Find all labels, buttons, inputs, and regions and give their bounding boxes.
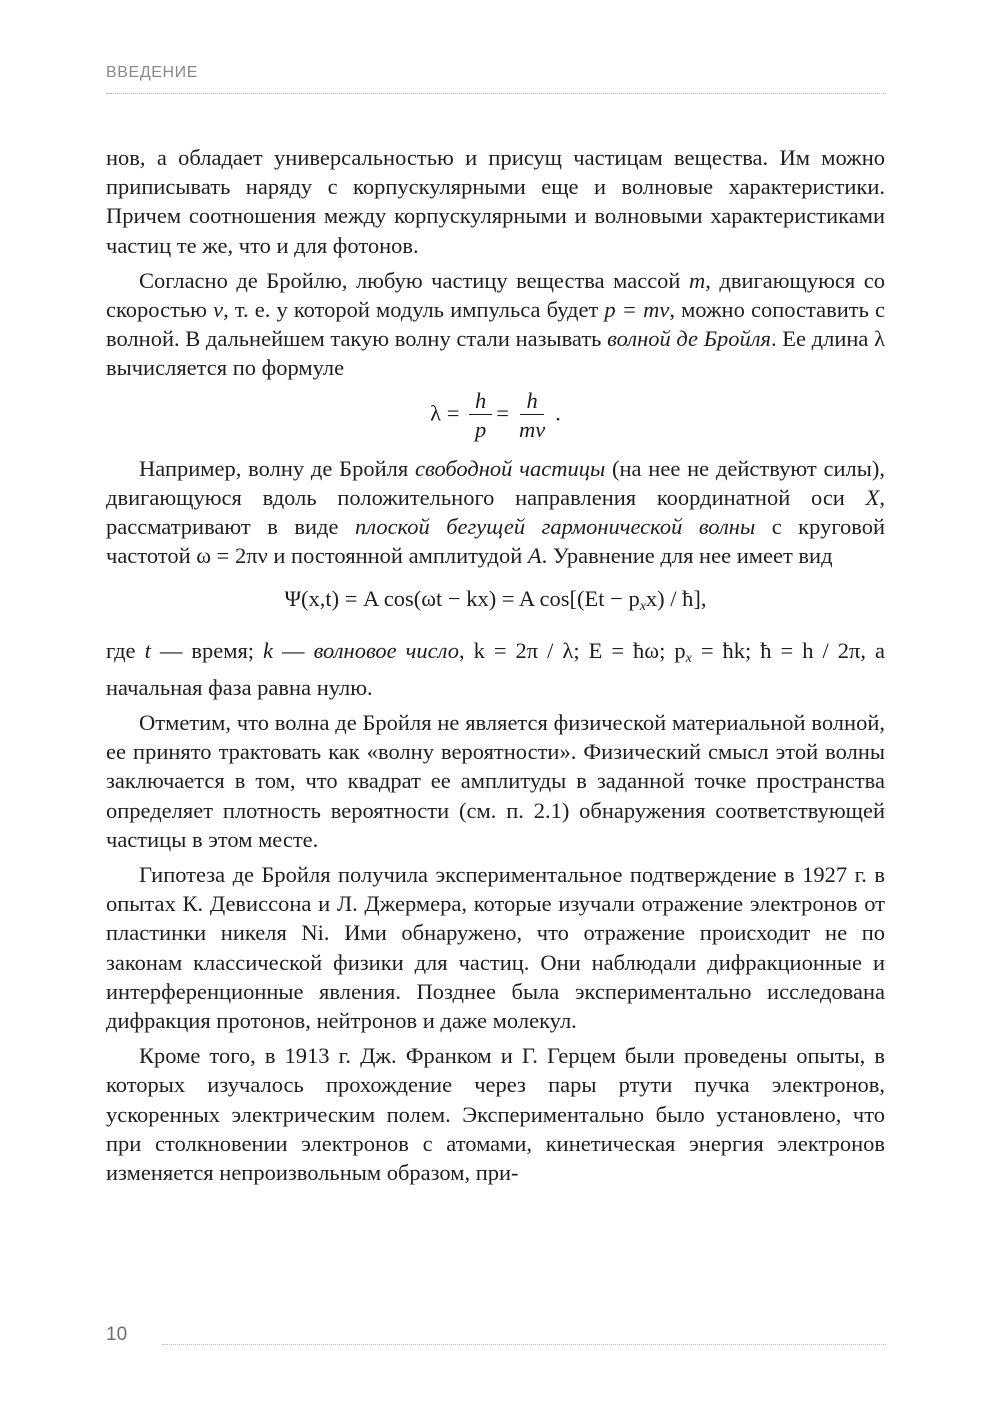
paragraph-3: Например, волну де Бройля свободной частицы (на нее не действуют силы), двигающуюся вдоль положительного направления координатной оси X, рассматривают в виде плоской бегущей гармонической волны с круговой частотой ω = 2πν и постоянной амплитудой A. Уравнение для нее имеет вид [106, 455, 885, 569]
paragraph-6: Гипотеза де Бройля получила экспериментальное подтверждение в 1927 г. в опытах К. Девиссона и Л. Джермера, которые изучали отражение электронов от пластинки никеля Ni. Ими обнаружено, что отражение происходит не по законам классической физики для частиц. Они наблюдали дифракционные и интерференционные явления. Позднее была экспериментально исследована дифракция протонов, нейтронов и даже молекул. [106, 862, 885, 1034]
header-dotted-rule [106, 93, 886, 94]
fraction-h-over-mv: $\frac{h}{mv}$ [518, 387, 546, 442]
fraction-h-over-p: $\frac{h}{p}$ [469, 389, 492, 442]
running-head: ВВЕДЕНИЕ [106, 64, 199, 81]
paragraph-2: Согласно де Бройлю, любую частицу вещества массой m, двигающуюся со скоростью v, т. е. у которой модуль импульса будет p = mv, можно сопоставить с волной. В дальнейшем такую волну стали называть волной де Бройля. Ее длина λ вычисляется по формуле [106, 267, 886, 381]
formula-wave-function: Ψ(x,t) = A cos(ωt − kx) = A $\cos[(Et - p_xx)$ / ħ], [284, 586, 707, 615]
paragraph-1: нов, а обладает универсальностью и присущ частицам вещества. Им можно приписывать наряду с корпускулярными еще и волновые характеристики. Причем соотношения между корпускулярными и волновыми характеристиками частиц те же, что и для фотонов. [106, 145, 885, 258]
formula-wavelength: λ = $\frac{h}{p}$ = $\frac{h}{mv}$ . [430, 387, 561, 442]
term-plane-wave: плоской бегущей гармонической волны [354, 514, 756, 540]
term-free-particle: свободной частицы [415, 455, 606, 481]
page-number: 10 [106, 1324, 128, 1345]
paragraph-7: Кроме того, в 1913 г. Дж. Франком и Г. Герцем были проведены опыты, в которых изучалось прохождение через пары ртути пучка электронов, ускоренных электрическим полем. Экспериментально было установлено, что при столкновении электронов с атомами, кинетическая энергия электронов изменяется непроизвольным образом, при- [106, 1043, 885, 1186]
paragraph-4: где t — время; k — волновое число, k = 2π / λ; E = ħω; $p_x$ = ħk; ħ = h / 2π, а начальная фаза равна нулю. [106, 637, 885, 700]
term-wave-number: волновое число [313, 637, 459, 663]
paragraph-5: Отметим, что волна де Бройля не является физической материальной волной, ее принято трактовать как «волну вероятности». Физический смысл этой волны заключается в том, что квадрат ее амплитуды в заданной точке пространства определяет плотность вероятности (см. п. 2.1) обнаружения соответствующей частицы в этом месте. [106, 710, 885, 852]
term-de-broglie-wave: волной де Бройля [607, 326, 771, 352]
footer-dotted-rule [162, 1344, 886, 1345]
body-text [106, 143, 885, 1193]
